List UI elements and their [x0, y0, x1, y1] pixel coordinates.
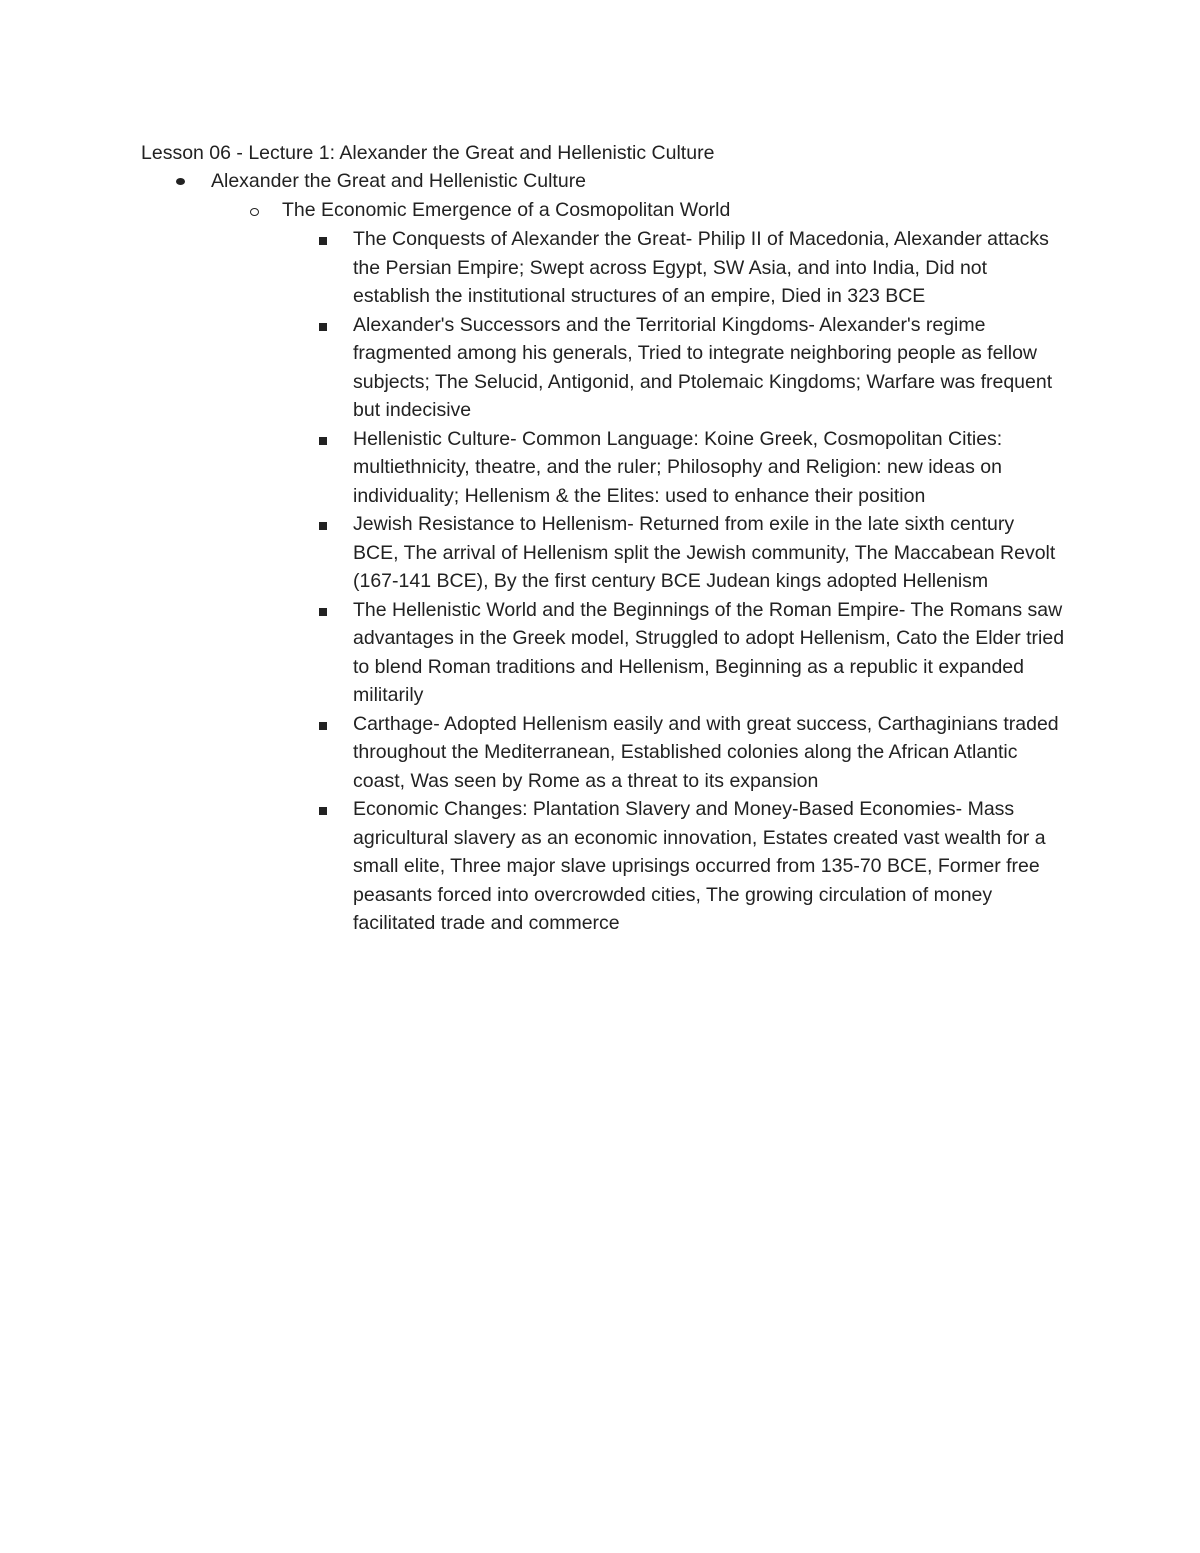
list-item-text: The Conquests of Alexander the Great- Philip II of Macedonia, Alexander attacks the Persian Empire; Swept across Egypt, SW Asia, and into India, Did not establish the institutional structures of an empire, Died in 323 BCE	[353, 228, 1049, 307]
square-bullet-icon	[319, 608, 327, 616]
list-item-text: The Hellenistic World and the Beginnings of the Roman Empire- The Romans saw advantages in the Greek model, Struggled to adopt Hellenism, Cato the Elder tried to blend Roman traditions and Hellenism, Beginning as a republic it expanded militarily	[353, 598, 1065, 706]
disc-bullet-icon	[176, 178, 185, 185]
list-item	[315, 596, 1075, 710]
level2-heading: The Economic Emergence of a Cosmopolitan World	[282, 199, 731, 221]
circle-bullet-icon	[250, 208, 259, 216]
list-item	[315, 710, 1075, 796]
square-bullet-icon	[319, 237, 327, 245]
list-item	[315, 425, 1075, 511]
list-item-text: Economic Changes: Plantation Slavery and Money-Based Economies- Mass agricultural slavery as an economic innovation, Estates created vast wealth for a small elite, Three major slave uprisings occurred from 135-70 BCE, Former free peasants forced into overcrowded cities, The growing circulation of money facilitated trade and commerce	[353, 798, 1046, 934]
topic-list	[315, 225, 1075, 938]
square-bullet-icon	[319, 522, 327, 530]
list-item-text: Alexander's Successors and the Territorial Kingdoms- Alexander's regime fragmented among his generals, Tried to integrate neighboring people as fellow subjects; The Selucid, Antigonid, and Ptolemaic Kingdoms; Warfare was frequent but indecisive	[353, 313, 1053, 421]
list-item	[315, 795, 1075, 938]
list-item	[315, 225, 1075, 311]
list-item-text: Carthage- Adopted Hellenism easily and with great success, Carthaginians traded throughout the Mediterranean, Established colonies along the African Atlantic coast, Was seen by Rome as a threat to its expansion	[353, 712, 1059, 792]
list-item-text: Jewish Resistance to Hellenism- Returned from exile in the late sixth century BCE, The arrival of Hellenism split the Jewish community, The Maccabean Revolt (167-141 BCE), By the first century BCE Judean kings adopted Hellenism	[353, 513, 1056, 592]
square-bullet-icon	[319, 807, 327, 815]
square-bullet-icon	[319, 437, 327, 445]
square-bullet-icon	[319, 722, 327, 730]
document-title: Lesson 06 - Lecture 1: Alexander the Great and Hellenistic Culture	[141, 142, 715, 164]
square-bullet-icon	[319, 323, 327, 331]
level1-heading: Alexander the Great and Hellenistic Culture	[211, 170, 587, 192]
list-item-text: Hellenistic Culture- Common Language: Koine Greek, Cosmopolitan Cities: multiethnicity, theatre, and the ruler; Philosophy and Religion: new ideas on individuality; Hellenism & the Elites: used to enhance their position	[353, 427, 1003, 507]
list-item	[315, 311, 1075, 425]
list-item	[315, 510, 1075, 596]
